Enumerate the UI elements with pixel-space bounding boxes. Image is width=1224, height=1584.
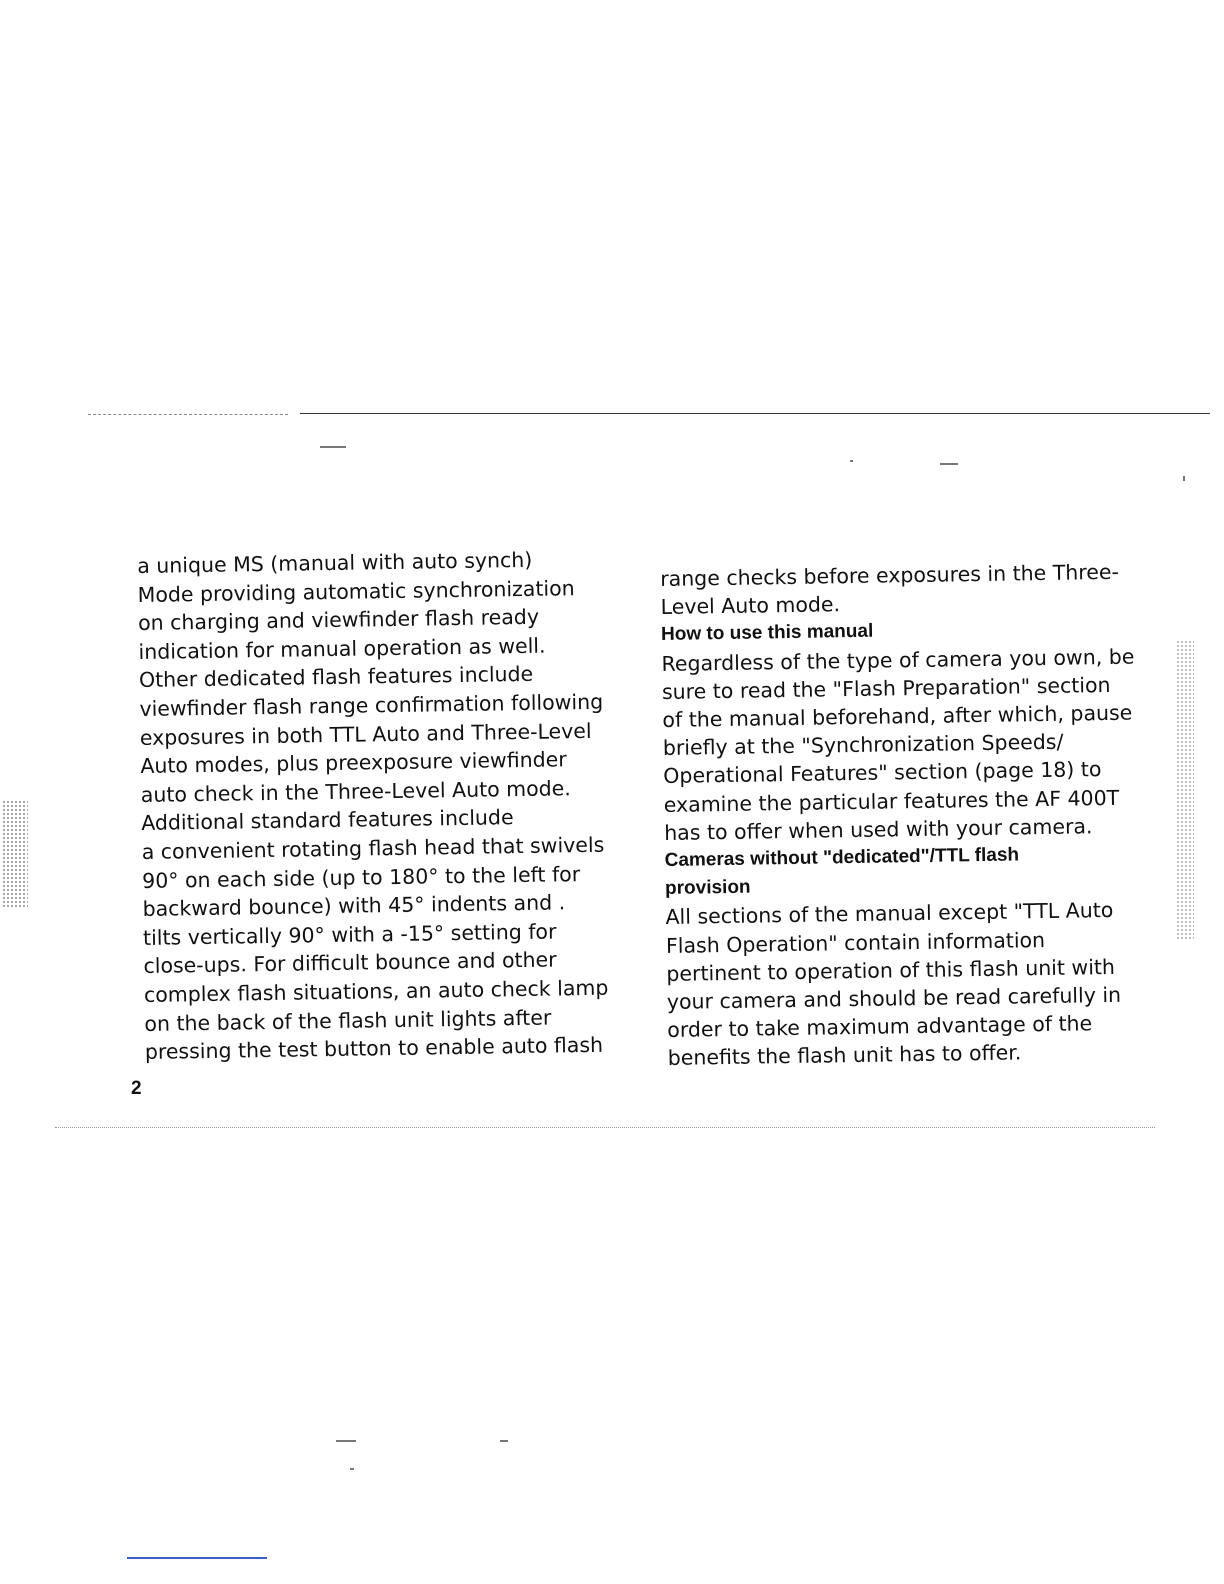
top-rule-faint [88, 414, 288, 415]
body-text-line: a convenient rotating flash head that swivels [141, 832, 605, 864]
body-text-line: examine the particular features the AF 400T [663, 785, 1120, 817]
section-heading-how-to-use: How to use this manual [660, 621, 874, 646]
body-text-line: on charging and viewfinder flash ready [137, 604, 540, 636]
body-text-line: pertinent to operation of this flash unit with [666, 954, 1116, 986]
body-text-line: exposures in both TTL Auto and Three-Level [139, 718, 592, 750]
body-text-line: Additional standard features include [141, 805, 514, 836]
scan-speck [320, 446, 346, 448]
body-text-line: on the back of the flash unit lights after [144, 1005, 552, 1036]
body-text-line: your camera and should be read carefully in [666, 982, 1122, 1014]
body-text-line: indication for manual operation as well. [138, 633, 546, 664]
body-text-line: sure to read the "Flash Preparation" section [661, 672, 1111, 704]
body-text-line: viewfinder flash range confirmation following [139, 689, 604, 721]
body-text-line: order to take maximum advantage of the [667, 1011, 1093, 1043]
blue-underline [127, 1557, 267, 1559]
body-text-line: complex flash situations, an auto check lamp [143, 975, 609, 1007]
body-text-line: Mode providing automatic synchronization [137, 575, 575, 607]
body-text-line: backward bounce) with 45° indents and . [142, 890, 566, 922]
body-text-line: Operational Features" section (page 18) to [663, 757, 1102, 789]
scan-speck [1183, 476, 1185, 481]
body-text-line: Auto modes, plus preexposure viewfinder [140, 747, 567, 779]
body-text-line: benefits the flash unit has to offer. [667, 1040, 1022, 1071]
scan-edge-texture-left [2, 800, 28, 908]
body-text-line: briefly at the "Synchronization Speeds/ [662, 729, 1064, 761]
body-text-line: 90° on each side (up to 180° to the left for [141, 861, 581, 893]
section-heading-cameras-without-ttl-cont: provision [664, 876, 751, 900]
body-text-line: auto check in the Three-Level Auto mode. [140, 775, 572, 807]
body-text-line: Regardless of the type of camera you own, be [661, 644, 1135, 676]
right-column [660, 558, 1138, 1073]
body-text-line: Flash Operation" contain information [665, 927, 1046, 958]
body-text-line: close-ups. For difficult bounce and other [143, 947, 557, 979]
body-text-line: Other dedicated flash features include [138, 662, 534, 693]
scan-speck [336, 1440, 356, 1442]
page-number: 2 [131, 1078, 142, 1099]
body-text-line: of the manual beforehand, after which, pause [662, 700, 1133, 732]
body-text-line: pressing the test button to enable auto flash [144, 1032, 604, 1065]
scan-speck [500, 1440, 508, 1442]
scan-speck [850, 460, 853, 462]
scan-speck [940, 463, 958, 465]
scan-speck [350, 1468, 354, 1470]
body-text-line: a unique MS (manual with auto synch) [137, 547, 533, 578]
bottom-rule [55, 1127, 1155, 1128]
top-rule [300, 413, 1210, 414]
scan-edge-texture-right [1176, 640, 1194, 940]
body-text-line: has to offer when used with your camera. [664, 814, 1093, 845]
body-text-line: tilts vertically 90° with a -15° setting for [142, 919, 557, 950]
body-text-line: range checks before exposures in the Three- [660, 559, 1120, 591]
section-heading-cameras-without-ttl: Cameras without "dedicated"/TTL flash [664, 844, 1020, 871]
left-column [137, 545, 615, 1067]
body-text-line: All sections of the manual except "TTL Auto [665, 898, 1114, 930]
body-text-line: Level Auto mode. [660, 592, 841, 620]
